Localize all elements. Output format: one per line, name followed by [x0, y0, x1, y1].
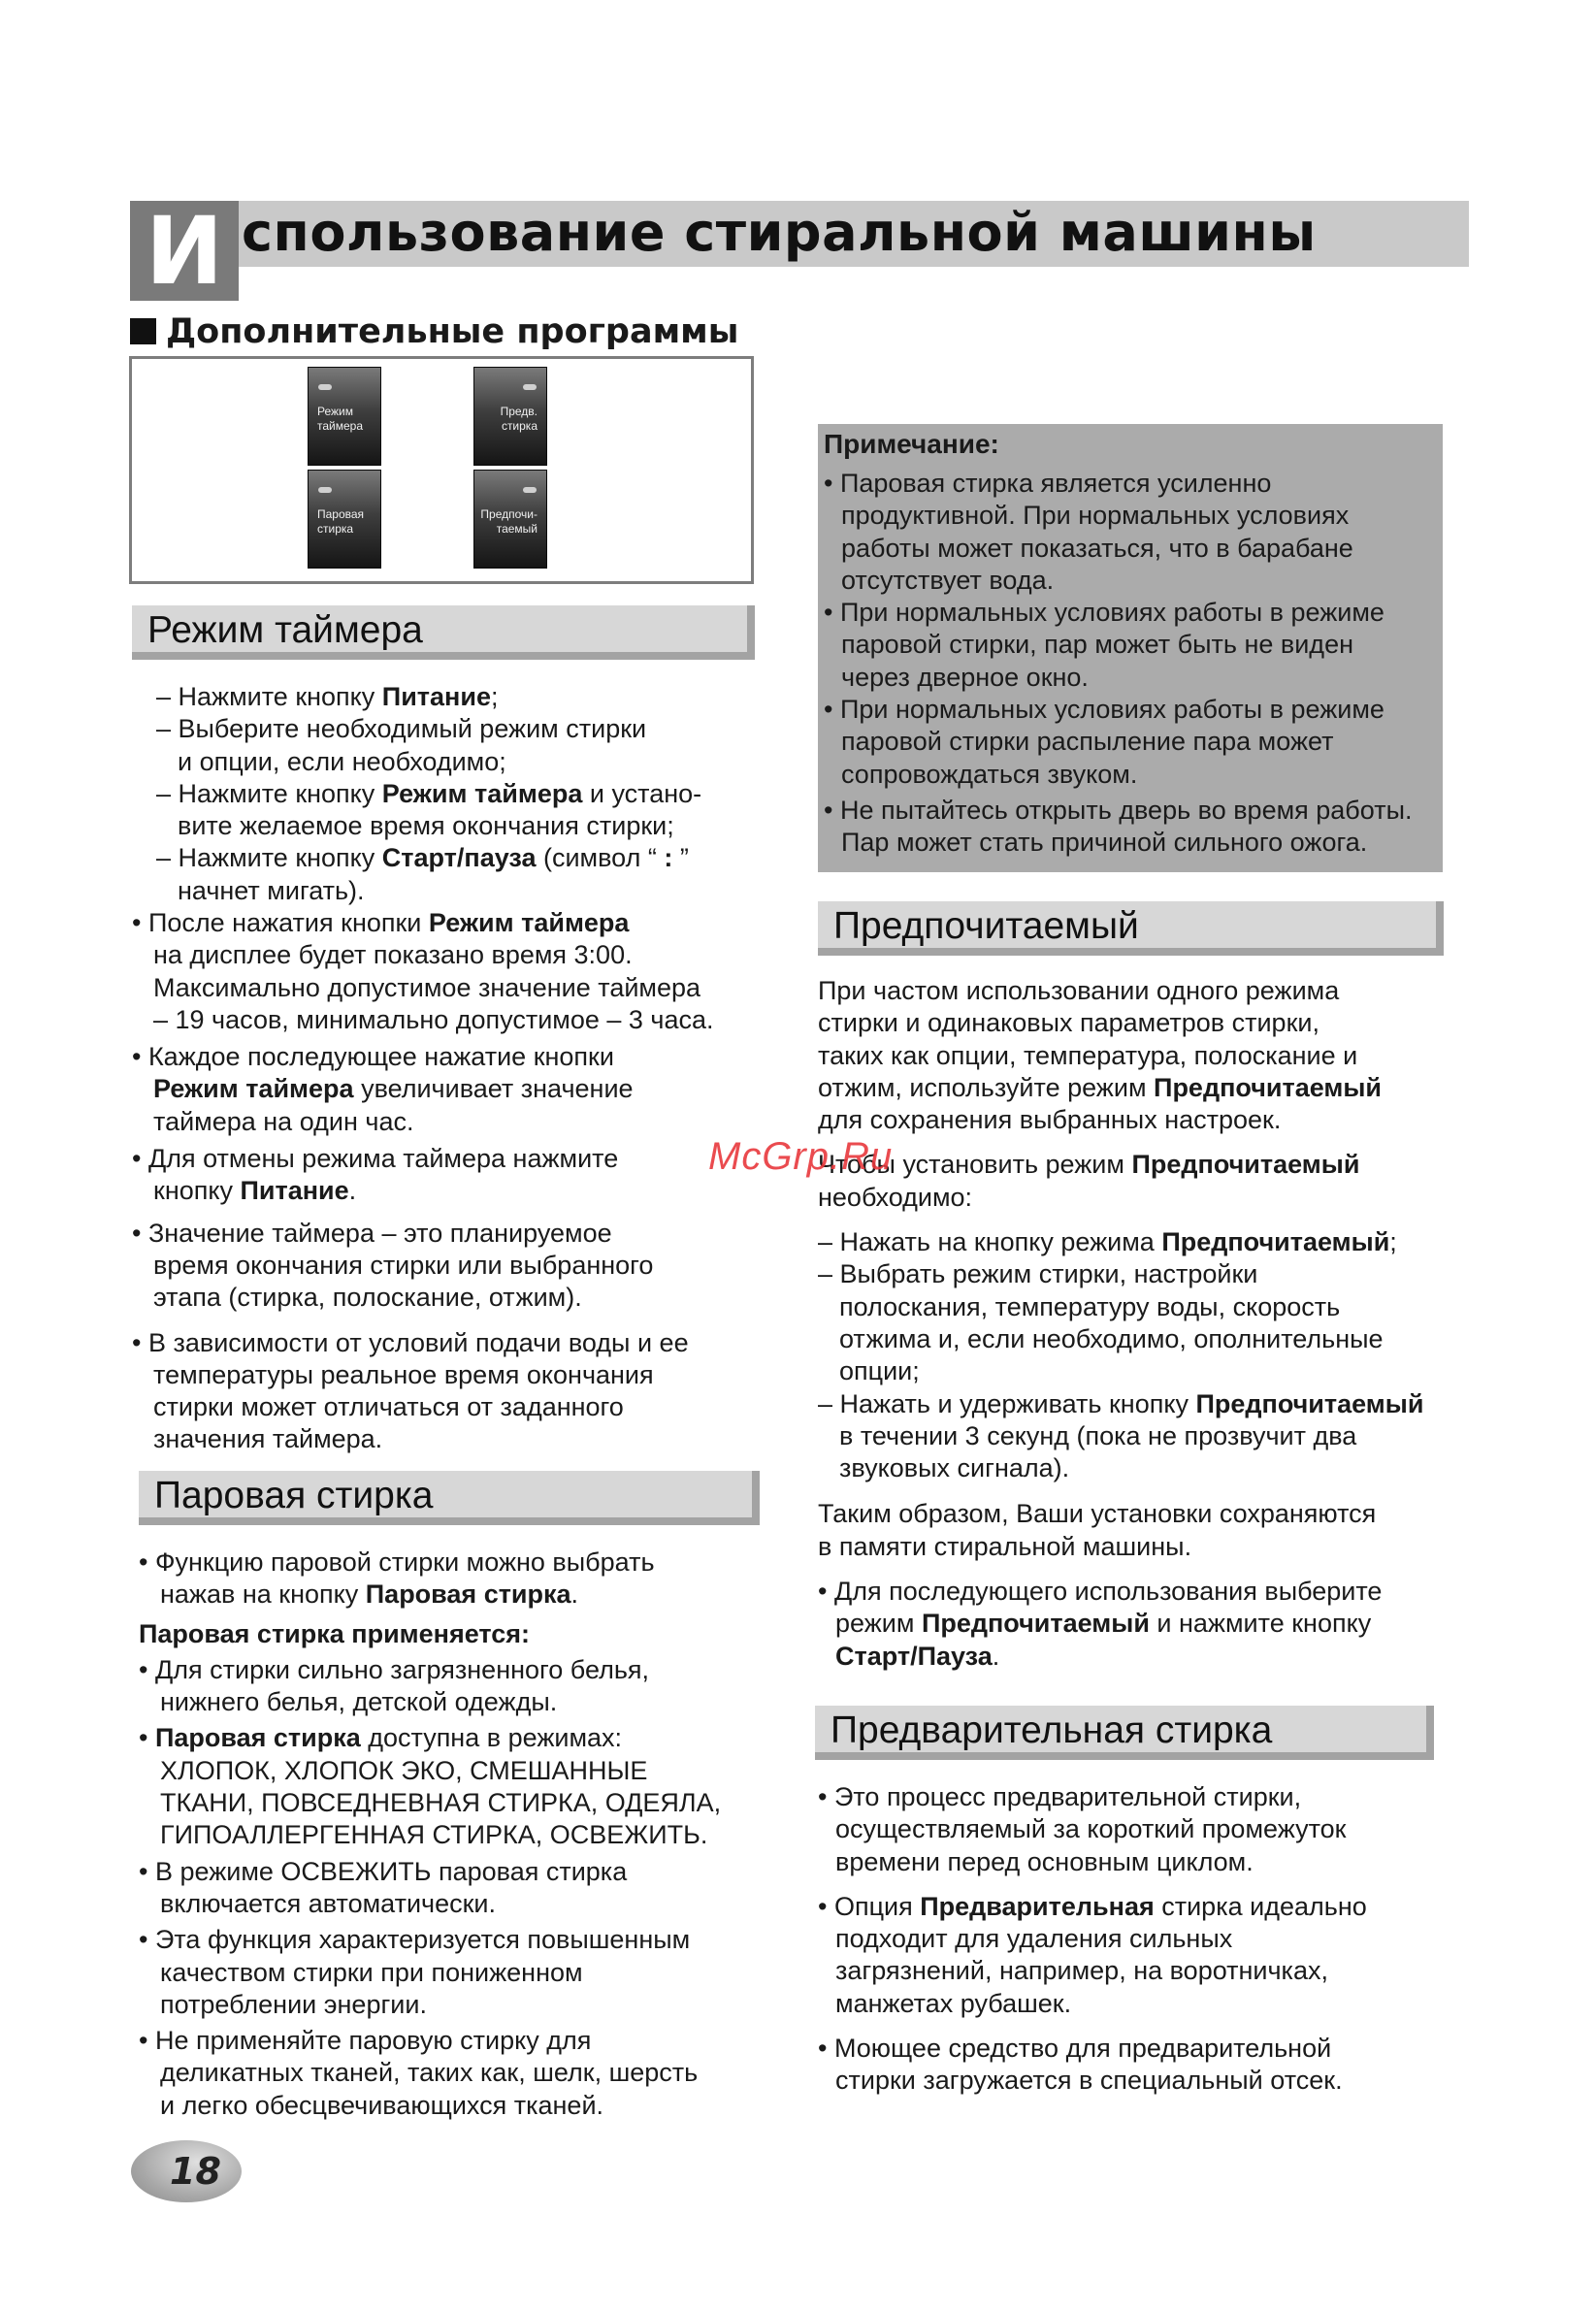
steam-bullet [139, 1856, 760, 1921]
text-segment: • Для отмены режима таймера нажмите кнопку [132, 1144, 619, 1206]
note-item: • Паровая стирка является усиленно продуктивной. При нормальных условиях работы может показаться, что в барабане отсутствует вода. [824, 469, 1353, 595]
timer-bullet [132, 1143, 763, 1208]
prewash-bullet [818, 2033, 1449, 2098]
note-item: • Не пытайтесь открыть дверь во время работы. Пар может стать причиной сильного ожога. [824, 795, 1413, 858]
text-segment: (символ “ [536, 843, 665, 873]
steam-wash-key: Паровая стирка [308, 470, 381, 569]
prewash-bullet [818, 1891, 1449, 2020]
prewash-content [818, 1781, 1449, 2098]
text-segment: • Это процесс предварительной стирки, осуществляемый за короткий промежуток времени перед основным циклом. [818, 1782, 1347, 1876]
favorite-paragraph [818, 1149, 1449, 1214]
steam-intro [139, 1547, 760, 1612]
bold-term: Старт/Пауза [835, 1641, 993, 1671]
header-initial-box [130, 196, 239, 306]
text-segment: необходимо: [818, 1182, 973, 1212]
timer-step [156, 681, 763, 713]
steam-bullet [139, 2025, 760, 2122]
bold-term: Предпочитаемый [1131, 1150, 1360, 1180]
led-icon [318, 384, 332, 390]
text-segment: ; [490, 682, 499, 711]
text-segment: – Выбрать режим стирки, настройки полоскания, температуру воды, скорость отжима и, если необходимо, ополнительные опции; [818, 1259, 1384, 1386]
text-segment: • Эта функция характеризуется повышенным качеством стирки при пониженном потреблении энергии. [139, 1925, 691, 2019]
steam-content [139, 1547, 760, 2122]
text-segment: – Нажать и удерживать кнопку [818, 1388, 1196, 1418]
text-segment: – Нажмите кнопку [156, 778, 382, 808]
page-title: спользование стиральной машины [242, 202, 1317, 263]
text-segment: – Выберите необходимый режим стирки и опции, если необходимо; [156, 714, 647, 776]
bold-term: Режим таймера [153, 1074, 354, 1104]
note-item: • При нормальных условиях работы в режиме паровой стирки, пар может быть не виден через дверное окно. [824, 598, 1384, 692]
note-items [824, 468, 1437, 860]
text-segment: • После нажатия кнопки [132, 908, 429, 937]
favorite-paragraph [818, 1498, 1449, 1563]
led-icon [318, 487, 332, 493]
page-number-badge [131, 2140, 242, 2202]
text-segment: и нажмите кнопку [1156, 1609, 1372, 1639]
favorite-paragraph [818, 975, 1449, 1136]
timer-bullet [132, 1327, 763, 1456]
page-number: 18 [170, 2150, 221, 2193]
square-bullet-icon [130, 318, 156, 344]
bold-term: Предпочитаемый [1154, 1072, 1383, 1102]
note-box [818, 424, 1443, 872]
bold-term: Предпочитаемый [921, 1609, 1150, 1639]
text-segment: – Нажать на кнопку режима [818, 1227, 1162, 1257]
text-segment: • Для последующего использования выберите режим [818, 1577, 1383, 1639]
text-segment: в течении 3 секунд (пока не прозвучит два звуковых сигнала). [839, 1420, 1357, 1483]
text-segment: для сохранения выбранных настроек. [818, 1105, 1282, 1135]
right-button-column [473, 367, 547, 570]
bold-term: Режим таймера [428, 908, 630, 937]
text-segment: – Нажмите кнопку [156, 843, 382, 873]
timer-bullets [132, 907, 763, 1456]
bold-term: Предпочитаемый [1161, 1227, 1390, 1257]
subsection-title: Дополнительные программы [130, 311, 738, 352]
favorite-key: Предпочи- таемый [473, 470, 547, 569]
favorite-step [818, 1388, 1449, 1485]
timer-bullet [132, 907, 763, 1036]
text-segment: • Опция [818, 1891, 921, 1921]
favorite-step [818, 1258, 1449, 1387]
text-segment: доступна в режимах: ХЛОПОК, ХЛОПОК ЭКО, СМЕШАННЫЕ ТКАНИ, ПОВСЕДНЕВНАЯ СТИРКА, ОДЕЯЛА, ГИПОАЛЛЕРГЕННАЯ СТИРКА, ОСВЕЖИТЬ. [160, 1723, 722, 1850]
steam-bullet [139, 1722, 760, 1851]
text-segment: • Значение таймера – это планируемое время окончания стирки или выбранного этапа (стирка, полоскание, отжим). [132, 1218, 654, 1313]
bold-term: Режим таймера [381, 778, 583, 808]
steam-bullet [139, 1924, 760, 2021]
timer-steps [156, 681, 763, 907]
text-segment: При частом использовании одного режима стирки и одинаковых параметров стирки, таких как опции, температура, полоскание и отжим, используйте режим [818, 976, 1358, 1102]
prewash-key: Предв. стирка [473, 367, 547, 466]
text-segment: увеличивает значение таймера на один час. [153, 1074, 634, 1136]
bold-term: Питание [381, 682, 491, 711]
favorite-bullet [818, 1576, 1449, 1673]
text-segment: . [992, 1641, 1000, 1671]
steam-bullet [139, 1654, 760, 1719]
prewash-section-heading: Предварительная стирка [815, 1706, 1434, 1760]
text-segment: • В зависимости от условий подачи воды и ее температуры реальное время окончания стирки может отличаться от заданного значения таймера. [132, 1327, 689, 1454]
led-icon [523, 487, 537, 493]
text-segment: • В режиме ОСВЕЖИТЬ паровая стирка включается автоматически. [139, 1856, 628, 1918]
led-icon [523, 384, 537, 390]
header-initial-letter: И [145, 196, 224, 306]
text-segment: стирка идеально подходит для удаления сильных загрязнений, например, на воротничках, манжетах рубашек. [835, 1891, 1367, 2018]
timer-bullet [132, 1218, 763, 1315]
steam-subheading: Паровая стирка применяется: [139, 1618, 531, 1648]
timer-step [156, 713, 763, 778]
text-segment: • Не применяйте паровую стирку для деликатных тканей, таких как, шелк, шерсть и легко обесцвечивающихся тканей. [139, 2026, 699, 2120]
timer-step [156, 778, 763, 843]
favorite-section-heading: Предпочитаемый [818, 901, 1444, 956]
bold-term: Предпочитаемый [1195, 1388, 1424, 1418]
prewash-bullet [818, 1781, 1449, 1878]
bold-term: Питание [240, 1176, 349, 1206]
favorite-step [818, 1226, 1449, 1258]
text-segment: Чтобы установить режим [818, 1150, 1132, 1180]
control-panel-image [129, 356, 754, 584]
timer-mode-key: Режим таймера [308, 367, 381, 466]
note-item: • При нормальных условиях работы в режиме паровой стирки распыление пара может сопровождаться звуком. [824, 695, 1384, 789]
text-segment: • [139, 1723, 155, 1753]
bold-term: : [664, 843, 673, 873]
note-title: Примечание: [824, 429, 999, 459]
text-segment: . [570, 1579, 579, 1610]
favorite-content [818, 975, 1449, 1673]
text-segment: ” начнет мигать). [178, 843, 689, 905]
bold-term: Паровая стирка [365, 1579, 571, 1610]
text-segment: • Каждое последующее нажатие кнопки [132, 1042, 614, 1072]
text-segment: . [348, 1176, 357, 1206]
left-button-column [308, 367, 381, 570]
timer-step [156, 842, 763, 907]
bold-term: Старт/пауза [381, 843, 537, 873]
timer-section-heading: Режим таймера [132, 605, 755, 660]
text-segment: ; [1389, 1227, 1397, 1257]
bold-term: Паровая стирка [154, 1723, 361, 1753]
bold-term: Предварительная [920, 1891, 1155, 1921]
text-segment: • Функцию паровой стирки можно выбрать нажав на кнопку [139, 1547, 655, 1610]
text-segment: – Нажмите кнопку [156, 682, 382, 711]
text-segment: • Для стирки сильно загрязненного белья, нижнего белья, детской одежды. [139, 1654, 650, 1717]
text-segment: • Моющее средство для предварительной стирки загружается в специальный отсек. [818, 2034, 1343, 2096]
text-segment: и устано- вите желаемое время окончания стирки; [178, 778, 702, 841]
steam-section-heading: Паровая стирка [139, 1471, 760, 1525]
text-segment: Таким образом, Ваши установки сохраняются в памяти стиральной машины. [818, 1499, 1377, 1561]
timer-bullet [132, 1041, 763, 1138]
text-segment: на дисплее будет показано время 3:00. Максимально допустимое значение таймера – 19 часов, минимально допустимое – 3 часа. [153, 940, 714, 1034]
watermark: McGrp.Ru [708, 1135, 894, 1178]
